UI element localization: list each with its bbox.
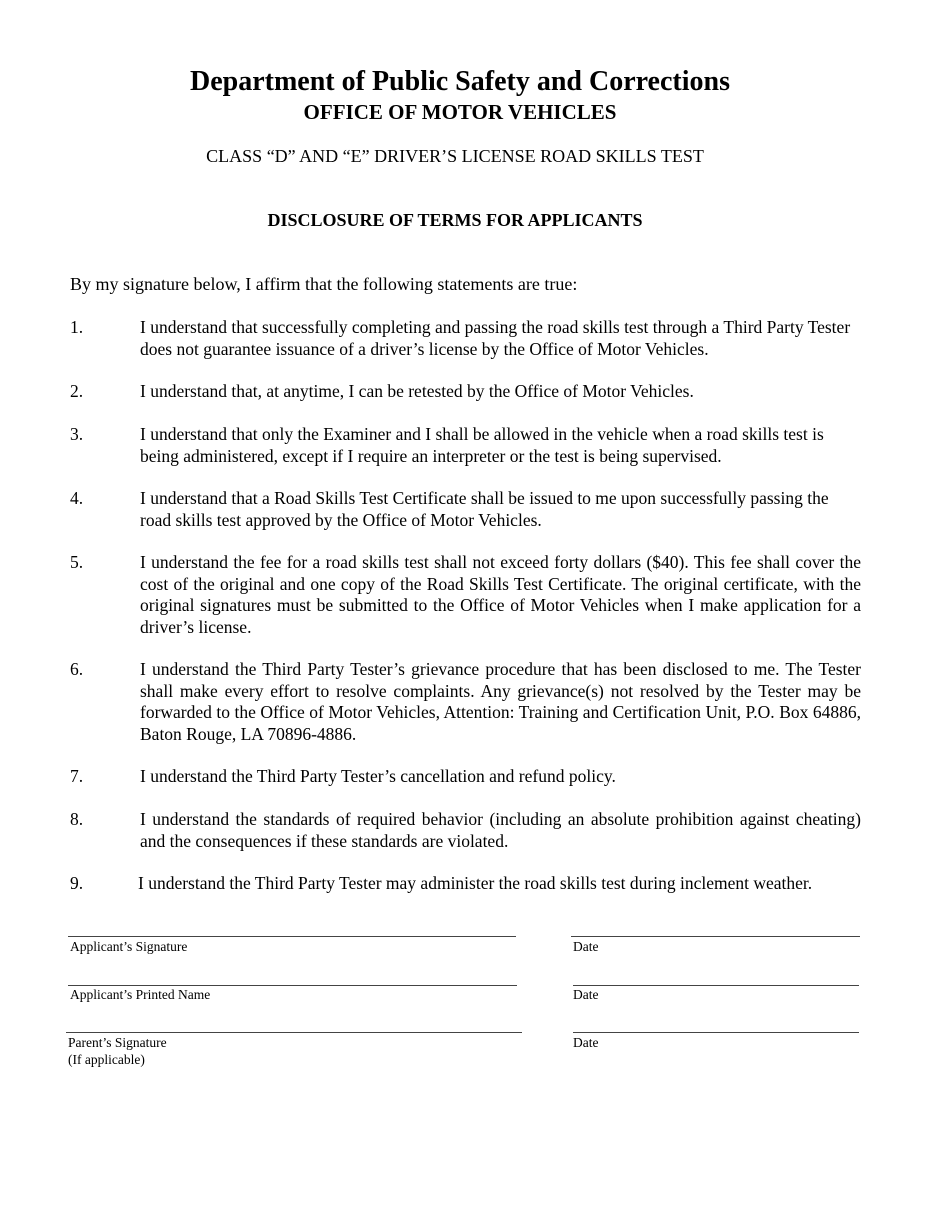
office-title: OFFICE OF MOTOR VEHICLES xyxy=(303,100,617,124)
list-item xyxy=(70,766,861,788)
applicant-printed-name-line[interactable] xyxy=(68,985,517,986)
list-item-number: 2. xyxy=(70,381,84,401)
list-item-number: 8. xyxy=(70,809,84,829)
date-line-3[interactable] xyxy=(573,1032,859,1033)
disclosure-heading: DISCLOSURE OF TERMS FOR APPLICANTS xyxy=(267,210,643,230)
applicant-signature-label: Applicant’s Signature xyxy=(70,939,188,954)
date-line-2[interactable] xyxy=(573,985,859,986)
date-label-3: Date xyxy=(573,1035,599,1050)
list-item-text: I understand the Third Party Tester’s cancellation and refund policy. xyxy=(140,766,616,786)
list-item xyxy=(70,873,861,895)
list-item-number: 4. xyxy=(70,488,84,508)
list-item-number: 3. xyxy=(70,424,84,444)
date-label-2: Date xyxy=(573,987,599,1002)
test-title: CLASS “D” AND “E” DRIVER’S LICENSE ROAD SKILLS TEST xyxy=(206,146,704,166)
list-item-text: I understand the Third Party Tester may administer the road skills test during inclement weather. xyxy=(138,873,813,893)
list-item-number: 7. xyxy=(70,766,84,786)
list-item xyxy=(70,488,861,531)
intro-statement: By my signature below, I affirm that the following statements are true: xyxy=(70,274,578,294)
department-title: Department of Public Safety and Corrections xyxy=(190,66,730,97)
list-item xyxy=(70,659,861,745)
list-item-text: I understand that successfully completing and passing the road skills test through a Third Party Tester does not guarantee issuance of a driver’s license by the Office of Motor Vehicles. xyxy=(140,317,851,359)
list-item-text: I understand the standards of required behavior (including an absolute prohibition against cheating) and the consequences if these standards are violated. xyxy=(140,809,861,851)
applicant-printed-name-label: Applicant’s Printed Name xyxy=(70,987,211,1002)
list-item xyxy=(70,424,861,467)
list-item-text: I understand the Third Party Tester’s grievance procedure that has been disclosed to me. The Tester shall make every effort to resolve complaints. Any grievance(s) not resolved by the Tester may be forwarded to the Office of Motor Vehicles, Attention: Training and Certification Unit, P.O. Box 64886, Baton Rouge, LA 70896-4886. xyxy=(140,659,861,744)
list-item-number: 5. xyxy=(70,552,84,572)
list-item xyxy=(70,381,861,403)
list-item xyxy=(70,317,861,360)
list-item-text: I understand the fee for a road skills test shall not exceed forty dollars ($40). This fee shall cover the cost of the original and one copy of the Road Skills Test Certificate. The original certificate, with the original signatures must be submitted to the Office of Motor Vehicles when I make application for a driver’s license. xyxy=(140,552,861,637)
list-item xyxy=(70,552,861,638)
parent-signature-line[interactable] xyxy=(66,1032,522,1033)
list-item xyxy=(70,809,861,852)
date-label-1: Date xyxy=(573,939,599,954)
list-item-number: 9. xyxy=(70,873,84,893)
list-item-number: 6. xyxy=(70,659,84,679)
list-item-text: I understand that only the Examiner and I shall be allowed in the vehicle when a road skills test is being administered, except if I require an interpreter or the test is being supervised. xyxy=(140,424,824,466)
date-line-1[interactable] xyxy=(571,936,860,937)
list-item-number: 1. xyxy=(70,317,84,337)
list-item-text: I understand that a Road Skills Test Certificate shall be issued to me upon successfully passing the road skills test approved by the Office of Motor Vehicles. xyxy=(140,488,829,530)
list-item-text: I understand that, at anytime, I can be retested by the Office of Motor Vehicles. xyxy=(140,381,694,401)
parent-signature-label: Parent’s Signature xyxy=(68,1035,167,1050)
applicant-signature-line[interactable] xyxy=(68,936,516,937)
parent-signature-note: (If applicable) xyxy=(68,1052,145,1067)
